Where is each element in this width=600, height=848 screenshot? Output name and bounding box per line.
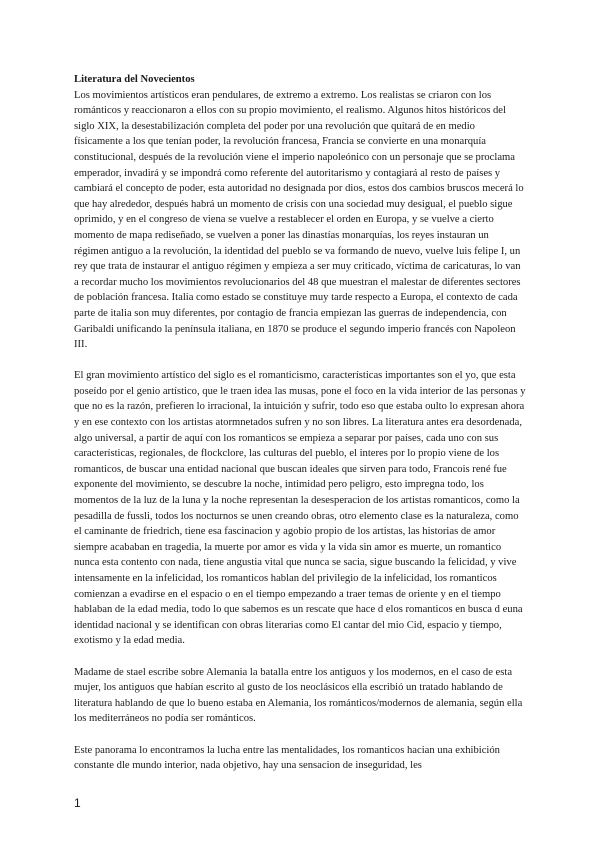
- paragraph-3: Madame de stael escribe sobre Alemania la batalla entre los antiguos y los modernos, en el caso de esta mujer, los antiguos que habían escrito al gusto de los neoclásicos ella escribió un tratado hablando de literatura hablando de que lo bueno estaba en Alemania, los románticos/modernos de alemania, según ella los mediterráneos no podía ser románticos.: [74, 666, 523, 725]
- paragraph-1: Los movimientos artísticos eran pendulares, de extremo a extremo. Los realistas se criaron con los románticos y reaccionaron a ellos con su propio movimiento, el realismo. Algunos hitos históricos del siglo XIX, la desestabilización completa del poder por una revolución que quitará de en medio físicamente a los que tenían poder, la revolución francesa, Francia se convierte en una monarquía constitucional, después de la revolución viene el imperio napoleónico con un personaje que se proclama emperador, invadirá y se impondrá como referente del autoritarismo y contagiará al resto de países y cambiará el concepto de poder, esta autoridad no designada por dios, estos dos cambios bruscos mecerá lo que hay alrededor, después habrá un momento de crisis con una sociedad muy desigual, el pueblo sigue oprimido, y en el congreso de viena se vuelve a restablecer el orden en Europa, y se vuelve a cierto momento de mapa rediseñado, se vuelven a poner las dinastías monarquías, los reyes instauran un régimen antiguo a la revolución, la identidad del pueblo se va formando de nuevo, vuelve luis felipe I, un rey que trata de instaurar el antiguo régimen y empieza a ser muy criticado, víctima de caricaturas, lo van a recordar mucho los movimientos revolucionarios del 48 que muestran el malestar de diferentes sectores de población francesa. Italia como estado se constituye muy tarde respecto a Europa, el contexto de cada parte de italia son muy diferentes, por contagio de francia empiezan las guerras de independencia, con Garibaldi unificando la península italiana, en 1870 se produce el segundo imperio francés con Napoleon III.: [74, 89, 524, 351]
- paragraph-2: El gran movimiento artístico del siglo es el romanticismo, características importantes son el yo, que esta poseído por el genio artístico, que le traen idea las musas, pone el foco en la vida interior de las personas y que no es la razón, prefieren lo irracional, la intuición y sufrir, todo eso que estaba oulto lo expresan ahora y en ese contexto con los artistas atormnetados sufren y no son libres. La literatura antes era desordenada, algo universal, a partir de aquí con los romanticos se empieza a separar por países, cada uno con sus características, regionales, de flockclore, las culturas del pueblo, el interes por lo propio viene de los romanticos, de buscar una entidad nacional que buscan ideales que sirven para todo, Francois rené fue exponente del movimiento, se descubre la noche, intimidad pero peligro, esto impregna todo, los momentos de la luz de la luna y la noche representan la desesperacion de los artistas romanticos, como la pesadilla de fussli, todos los nocturnos se unen creando obras, otro elemento clase es la naturaleza, como el caminante de friedrich, tiene esa fascinacion y agobio propio de los artistas, las historias de amor siempre acababan en tragedia, la muerte por amor es vida y la vida sin amor es muerte, un romantico nunca esta contento con nada, tiene angustia vital que nunca se sacia, sigue buscando la felicidad, y vive intensamente en la infelicidad, los romanticos hablan del privilegio de la infelicidad, los romanticos comienzan a evadirse en el espacio o en el tiempo empezando a traer temas de oriente y en el tiempo hablaban de la edad media, todo lo que sabemos es un rescate que hace d elos romanticos en busca d euna identidad nacional y se identifican con obras literarias como El cantar del mio Cid, espacio y tiempo, exotismo y la edad media.: [74, 370, 526, 647]
- document-title: Literatura del Novecientos: [74, 74, 195, 85]
- paragraph-4: Este panorama lo encontramos la lucha entre las mentalidades, los romanticos hacian una exhibición constante dle mundo interior, nada objetivo, hay una sensacion de inseguridad, les: [74, 744, 500, 772]
- document-body: [74, 72, 526, 789]
- page-number: 1: [74, 796, 81, 810]
